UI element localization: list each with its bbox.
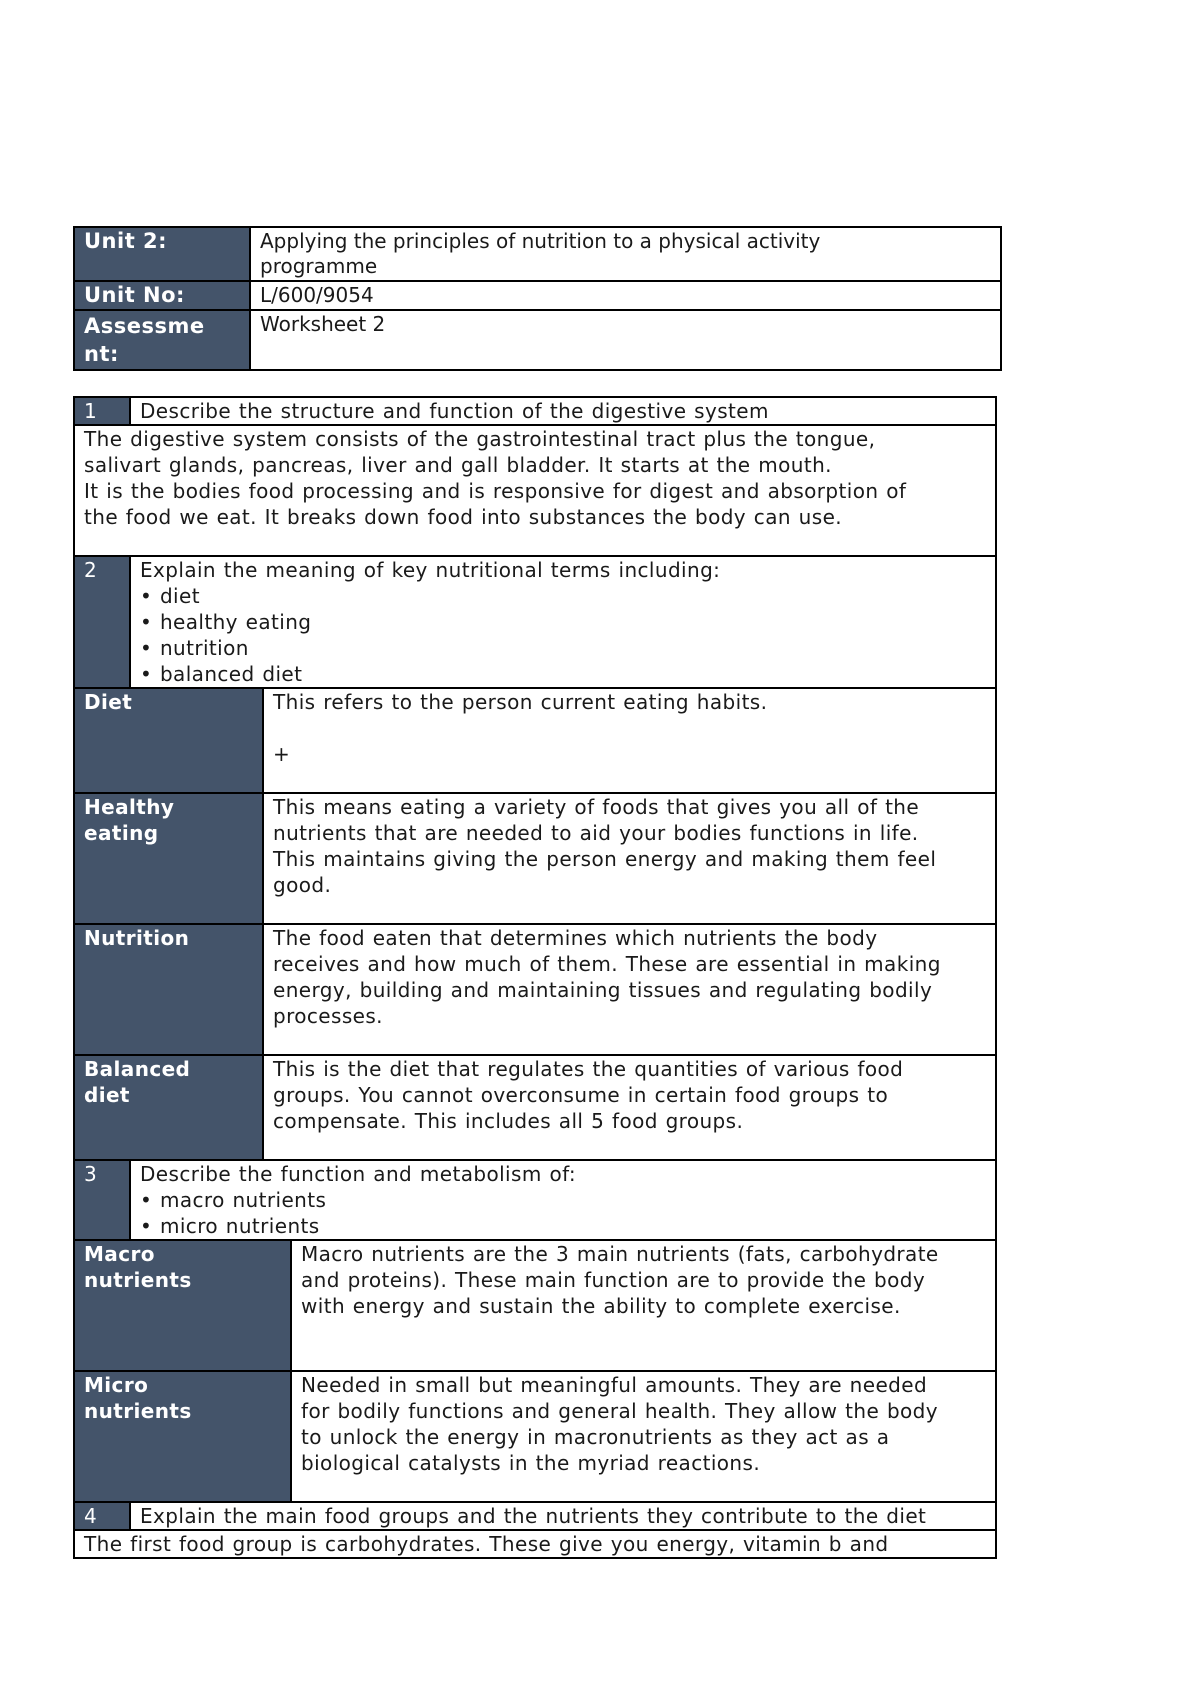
- assessment-label: Assessme nt:: [74, 310, 250, 370]
- question-text: Describe the structure and function of the digestive system: [130, 397, 996, 425]
- unit-header-table: [73, 226, 1002, 371]
- question-number: 2: [74, 556, 130, 688]
- question-number: 1: [74, 397, 130, 425]
- bullet-item: • balanced diet: [140, 662, 303, 686]
- question-number: 3: [74, 1160, 130, 1240]
- term-answer-macro-nutrients: Macro nutrients are the 3 main nutrients (fats, carbohydrate and proteins). These main function are to provide the body with energy and sustain the ability to complete exercise.: [291, 1240, 996, 1371]
- term-label-balanced-diet: Balanced diet: [74, 1055, 263, 1160]
- bullet-item: • healthy eating: [140, 610, 312, 634]
- unit-no-value: L/600/9054: [250, 281, 1001, 310]
- worksheet-table: [73, 396, 997, 1559]
- term-label-micro-nutrients: Micro nutrients: [74, 1371, 291, 1502]
- bullet-item: • macro nutrients: [140, 1188, 327, 1212]
- question-text: Explain the main food groups and the nutrients they contribute to the diet: [130, 1502, 996, 1530]
- term-answer-nutrition: The food eaten that determines which nutrients the body receives and how much of them. These are essential in making energy, building and maintaining tissues and regulating bodily processes.: [263, 924, 996, 1055]
- term-answer-micro-nutrients: Needed in small but meaningful amounts. They are needed for bodily functions and general health. They allow the body to unlock the energy in macronutrients as they act as a biological catalysts in the myriad reactions.: [291, 1371, 996, 1502]
- term-label-macro-nutrients: Macro nutrients: [74, 1240, 291, 1371]
- unit-no-label: Unit No:: [74, 281, 250, 310]
- unit-value-line: programme: [260, 254, 378, 278]
- unit-label: Unit 2:: [74, 227, 250, 281]
- question-text: Describe the function and metabolism of: • macro nutrients • micro nutrients: [130, 1160, 996, 1240]
- bullet-item: • micro nutrients: [140, 1214, 320, 1238]
- term-label-nutrition: Nutrition: [74, 924, 263, 1055]
- bullet-item: • diet: [140, 584, 200, 608]
- term-answer-balanced-diet: This is the diet that regulates the quantities of various food groups. You cannot overconsume in certain food groups to compensate. This includes all 5 food groups.: [263, 1055, 996, 1160]
- unit-value: [250, 227, 1001, 281]
- answer-cell: The first food group is carbohydrates. These give you energy, vitamin b and: [74, 1530, 996, 1558]
- question-number: 4: [74, 1502, 130, 1530]
- term-answer-healthy-eating: This means eating a variety of foods that gives you all of the nutrients that are needed to aid your bodies functions in life. This maintains giving the person energy and making them feel good.: [263, 793, 996, 924]
- term-answer-diet: This refers to the person current eating habits. +: [263, 688, 996, 793]
- assessment-value: Worksheet 2: [250, 310, 1001, 370]
- term-label-diet: Diet: [74, 688, 263, 793]
- term-label-healthy-eating: Healthy eating: [74, 793, 263, 924]
- answer-cell: The digestive system consists of the gastrointestinal tract plus the tongue, salivart glands, pancreas, liver and gall bladder. It starts at the mouth. It is the bodies food processing and is responsive for digest and absorption of the food we eat. It breaks down food into substances the body can use.: [74, 425, 996, 556]
- unit-value-line: Applying the principles of nutrition to a physical activity: [260, 229, 821, 253]
- question-text: Explain the meaning of key nutritional terms including: • diet • healthy eating • nutrition • balanced diet: [130, 556, 996, 688]
- bullet-item: • nutrition: [140, 636, 249, 660]
